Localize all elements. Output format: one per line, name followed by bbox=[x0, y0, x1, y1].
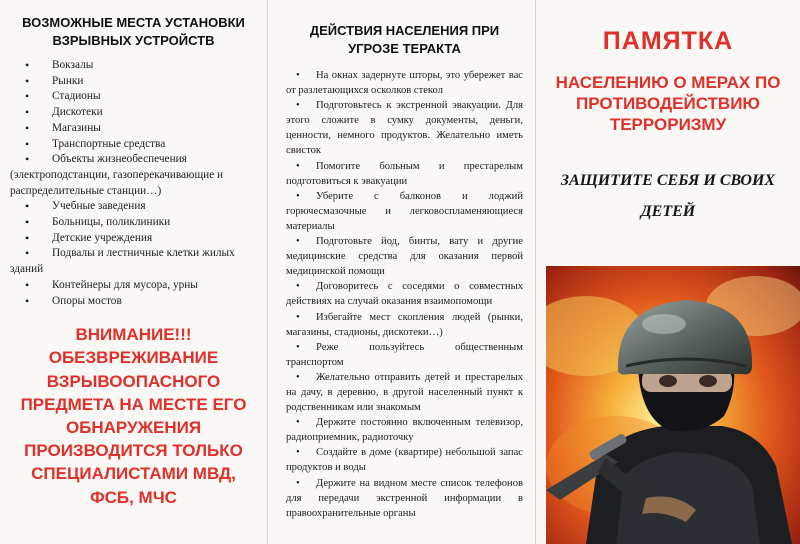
armed-soldier-image bbox=[546, 266, 800, 544]
list-item: • Контейнеры для мусора, урны bbox=[10, 278, 257, 294]
list-item: • Держите постоянно включенным телевизор, радиоприемник, радиоточку bbox=[286, 415, 523, 445]
leaflet-subtitle: НАСЕЛЕНИЮ О МЕРАХ ПО ПРОТИВОДЕЙСТВИЮ ТЕРРОРИЗМУ bbox=[555, 73, 781, 134]
list-item: • Желательно отправить детей и престарелых на дачу, в деревню, в другой населенный пункт к родственникам или знакомым bbox=[286, 370, 523, 415]
list-item: • Дискотеки bbox=[10, 105, 257, 121]
list-item: • Создайте в доме (квартире) небольшой запас продуктов и воды bbox=[286, 445, 523, 475]
panel-explosive-places bbox=[0, 0, 267, 544]
list-item: • Объекты жизнеобеспечения (электроподстанции, газоперекачивающие и распределительные станции…) bbox=[10, 152, 257, 199]
list-item: • Уберите с балконов и лоджий горючесмазочные и легковоспламеняющиеся материалы bbox=[286, 189, 523, 234]
list-item: • Подготовьтесь к экстренной эвакуации. Для этого сложите в сумку документы, деньги, ценности, немного продуктов. Желательно иметь свисток bbox=[286, 98, 523, 158]
panel-threat-actions bbox=[268, 0, 535, 544]
list-item: • Магазины bbox=[10, 121, 257, 137]
leaflet-slogan: ЗАЩИТИТЕ СЕБЯ И СВОИХ ДЕТЕЙ bbox=[560, 172, 776, 220]
list-item: • Помогите больным и престарелым подготовиться к эвакуации bbox=[286, 159, 523, 189]
defusal-warning: ВНИМАНИЕ!!! ОБЕЗВРЕЖИВАНИЕ ВЗРЫВООПАСНОГО ПРЕДМЕТА НА МЕСТЕ ЕГО ОБНАРУЖЕНИЯ ПРОИЗВОДИТСЯ ТОЛЬКО СПЕЦИАЛИСТАМИ МВД, ФСБ, МЧС bbox=[20, 325, 247, 507]
list-item: • На окнах задернуте шторы, это убережет вас от разлетающихся осколков стекол bbox=[286, 68, 523, 98]
list-item: • Опоры мостов bbox=[10, 294, 257, 310]
list-item: • Избегайте мест скопления людей (рынки, магазины, стадионы, дискотеки…) bbox=[286, 310, 523, 340]
list-item: • Держите на видном месте список телефонов для передачи экстренной информации в правоохранительные органы bbox=[286, 476, 523, 521]
places-heading: ВОЗМОЖНЫЕ МЕСТА УСТАНОВКИ ВЗРЫВНЫХ УСТРОЙСТВ bbox=[22, 15, 245, 48]
actions-list bbox=[286, 68, 523, 521]
list-item: • Детские учреждения bbox=[10, 231, 257, 247]
leaflet-title: ПАМЯТКА bbox=[602, 27, 734, 55]
list-item: • Стадионы bbox=[10, 89, 257, 105]
list-item: • Подготовьте йод, бинты, вату и другие медицинские средства для оказания первой медицинской помощи bbox=[286, 234, 523, 279]
places-list bbox=[10, 58, 257, 309]
list-item: • Учебные заведения bbox=[10, 199, 257, 215]
soldier-photo-icon bbox=[546, 266, 800, 544]
list-item: • Договоритесь с соседями о совместных действиях на случай оказания взаимопомощи bbox=[286, 279, 523, 309]
list-item: • Подвалы и лестничные клетки жилых зданий bbox=[10, 246, 257, 277]
list-item: • Больницы, поликлиники bbox=[10, 215, 257, 231]
list-item: • Вокзалы bbox=[10, 58, 257, 74]
list-item: • Реже пользуйтесь общественным транспортом bbox=[286, 340, 523, 370]
actions-heading: ДЕЙСТВИЯ НАСЕЛЕНИЯ ПРИ УГРОЗЕ ТЕРАКТА bbox=[309, 23, 500, 56]
panel-cover bbox=[536, 0, 800, 544]
list-item: • Транспортные средства bbox=[10, 137, 257, 153]
list-item: • Рынки bbox=[10, 74, 257, 90]
